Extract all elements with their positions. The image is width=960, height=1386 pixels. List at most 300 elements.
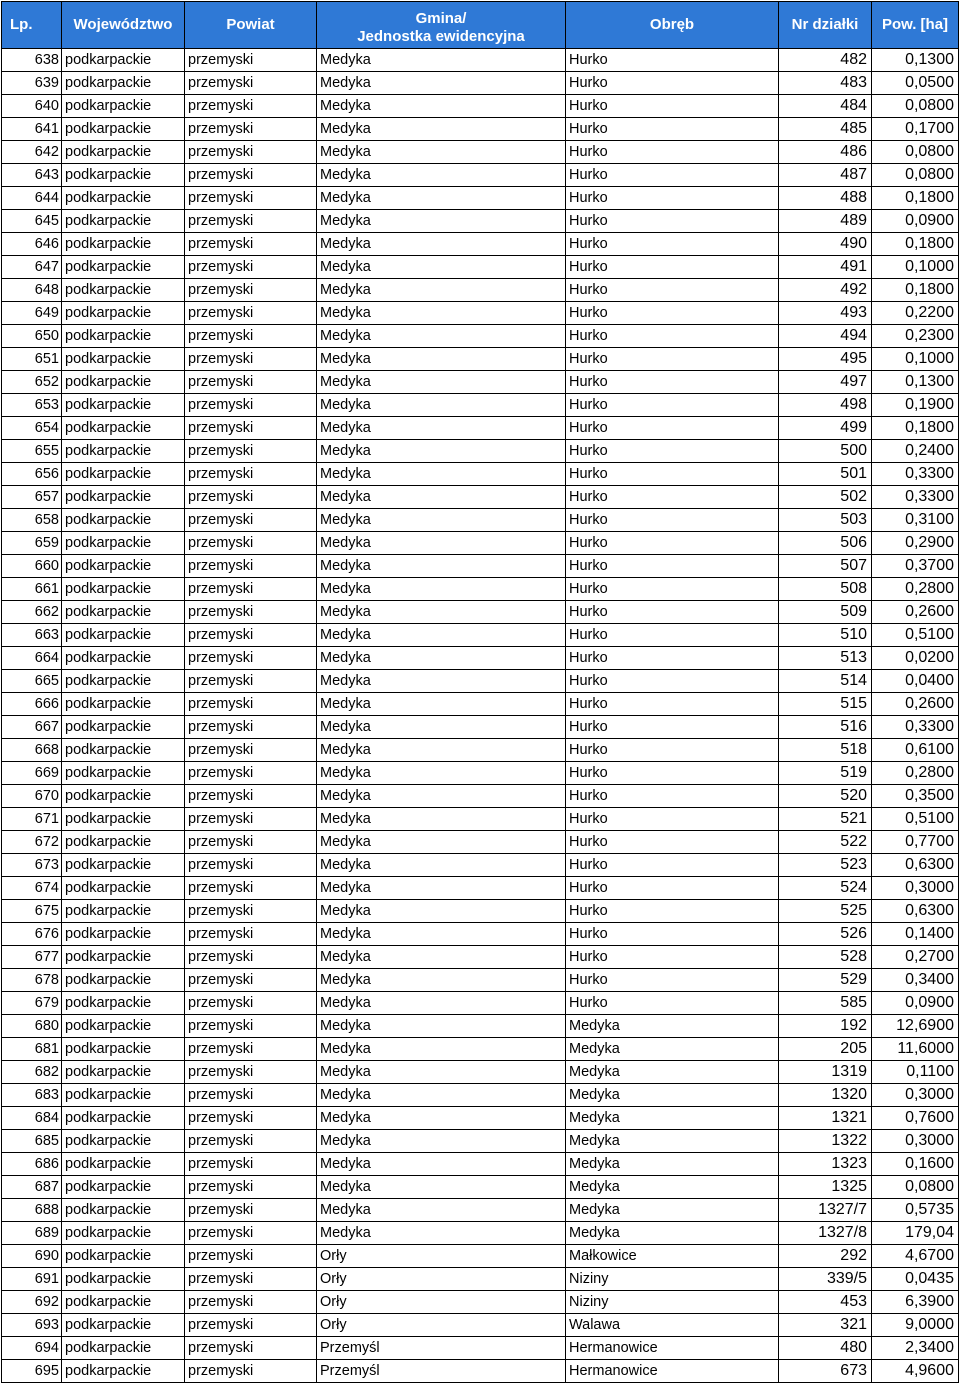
cell-powiat: przemyski <box>185 118 317 141</box>
cell-gmina: Medyka <box>317 670 566 693</box>
cell-powiat: przemyski <box>185 1291 317 1314</box>
cell-powiat: przemyski <box>185 95 317 118</box>
cell-gmina: Orły <box>317 1245 566 1268</box>
cell-gmina: Medyka <box>317 256 566 279</box>
cell-nr-dzialki: 513 <box>779 647 872 670</box>
cell-nr-dzialki: 508 <box>779 578 872 601</box>
table-row <box>2 509 959 532</box>
cell-gmina: Orły <box>317 1268 566 1291</box>
cell-powierzchnia: 0,2700 <box>872 946 959 969</box>
cell-lp: 667 <box>2 716 62 739</box>
table-row <box>2 279 959 302</box>
cell-gmina: Medyka <box>317 1153 566 1176</box>
cell-nr-dzialki: 488 <box>779 187 872 210</box>
cell-obreb: Hurko <box>566 141 779 164</box>
cell-wojewodztwo: podkarpackie <box>62 1291 185 1314</box>
table-row <box>2 233 959 256</box>
cell-obreb: Hurko <box>566 394 779 417</box>
table-row <box>2 1291 959 1314</box>
cell-lp: 639 <box>2 72 62 95</box>
cell-lp: 665 <box>2 670 62 693</box>
table-row <box>2 348 959 371</box>
cell-wojewodztwo: podkarpackie <box>62 1153 185 1176</box>
cell-lp: 688 <box>2 1199 62 1222</box>
cell-gmina: Medyka <box>317 394 566 417</box>
cell-wojewodztwo: podkarpackie <box>62 1337 185 1360</box>
cell-powiat: przemyski <box>185 946 317 969</box>
cell-nr-dzialki: 515 <box>779 693 872 716</box>
cell-lp: 675 <box>2 900 62 923</box>
cell-powierzchnia: 0,1300 <box>872 49 959 72</box>
cell-powierzchnia: 0,3000 <box>872 877 959 900</box>
cell-nr-dzialki: 205 <box>779 1038 872 1061</box>
cell-gmina: Medyka <box>317 647 566 670</box>
cell-wojewodztwo: podkarpackie <box>62 509 185 532</box>
cell-obreb: Hurko <box>566 72 779 95</box>
cell-powierzchnia: 0,0400 <box>872 670 959 693</box>
cell-powiat: przemyski <box>185 647 317 670</box>
cell-wojewodztwo: podkarpackie <box>62 348 185 371</box>
cell-nr-dzialki: 487 <box>779 164 872 187</box>
cell-obreb: Hurko <box>566 279 779 302</box>
cell-wojewodztwo: podkarpackie <box>62 532 185 555</box>
cell-wojewodztwo: podkarpackie <box>62 992 185 1015</box>
cell-nr-dzialki: 1319 <box>779 1061 872 1084</box>
cell-obreb: Hurko <box>566 877 779 900</box>
cell-wojewodztwo: podkarpackie <box>62 1176 185 1199</box>
table-row <box>2 187 959 210</box>
cell-wojewodztwo: podkarpackie <box>62 210 185 233</box>
cell-gmina: Medyka <box>317 348 566 371</box>
cell-gmina: Medyka <box>317 785 566 808</box>
cell-nr-dzialki: 522 <box>779 831 872 854</box>
cell-lp: 643 <box>2 164 62 187</box>
cell-nr-dzialki: 1322 <box>779 1130 872 1153</box>
cell-powiat: przemyski <box>185 348 317 371</box>
cell-obreb: Medyka <box>566 1222 779 1245</box>
cell-gmina: Medyka <box>317 1061 566 1084</box>
cell-lp: 683 <box>2 1084 62 1107</box>
cell-wojewodztwo: podkarpackie <box>62 486 185 509</box>
cell-nr-dzialki: 1321 <box>779 1107 872 1130</box>
cell-gmina: Medyka <box>317 509 566 532</box>
cell-powiat: przemyski <box>185 624 317 647</box>
table-row <box>2 141 959 164</box>
cell-wojewodztwo: podkarpackie <box>62 1268 185 1291</box>
cell-nr-dzialki: 192 <box>779 1015 872 1038</box>
cell-gmina: Medyka <box>317 693 566 716</box>
cell-obreb: Niziny <box>566 1291 779 1314</box>
cell-gmina: Medyka <box>317 49 566 72</box>
cell-powierzchnia: 0,6300 <box>872 900 959 923</box>
cell-powiat: przemyski <box>185 394 317 417</box>
cell-obreb: Hurko <box>566 118 779 141</box>
cell-powierzchnia: 9,0000 <box>872 1314 959 1337</box>
cell-powierzchnia: 0,0800 <box>872 95 959 118</box>
cell-powierzchnia: 0,1700 <box>872 118 959 141</box>
table-row <box>2 1199 959 1222</box>
cell-nr-dzialki: 500 <box>779 440 872 463</box>
cell-gmina: Medyka <box>317 371 566 394</box>
table-row <box>2 1130 959 1153</box>
cell-powiat: przemyski <box>185 1245 317 1268</box>
cell-gmina: Medyka <box>317 1084 566 1107</box>
cell-gmina: Medyka <box>317 1176 566 1199</box>
cell-wojewodztwo: podkarpackie <box>62 555 185 578</box>
cell-gmina: Medyka <box>317 624 566 647</box>
table-row <box>2 164 959 187</box>
cell-gmina: Medyka <box>317 532 566 555</box>
cell-powiat: przemyski <box>185 808 317 831</box>
cell-gmina: Medyka <box>317 325 566 348</box>
cell-powierzchnia: 0,5100 <box>872 808 959 831</box>
cell-lp: 656 <box>2 463 62 486</box>
cell-powiat: przemyski <box>185 1360 317 1383</box>
cell-wojewodztwo: podkarpackie <box>62 1015 185 1038</box>
cell-obreb: Hermanowice <box>566 1360 779 1383</box>
cell-powiat: przemyski <box>185 187 317 210</box>
cell-powierzchnia: 0,7600 <box>872 1107 959 1130</box>
cell-gmina: Medyka <box>317 578 566 601</box>
cell-lp: 638 <box>2 49 62 72</box>
cell-powiat: przemyski <box>185 417 317 440</box>
cell-gmina: Medyka <box>317 601 566 624</box>
cell-gmina: Medyka <box>317 302 566 325</box>
cell-wojewodztwo: podkarpackie <box>62 900 185 923</box>
cell-wojewodztwo: podkarpackie <box>62 1107 185 1130</box>
cell-wojewodztwo: podkarpackie <box>62 1061 185 1084</box>
cell-powiat: przemyski <box>185 1337 317 1360</box>
cell-powiat: przemyski <box>185 1038 317 1061</box>
cell-powierzchnia: 0,1800 <box>872 233 959 256</box>
table-row <box>2 394 959 417</box>
header-nr-dzialki: Nr działki <box>779 2 872 49</box>
table-row <box>2 95 959 118</box>
cell-powierzchnia: 0,0435 <box>872 1268 959 1291</box>
cell-nr-dzialki: 1320 <box>779 1084 872 1107</box>
cell-lp: 641 <box>2 118 62 141</box>
cell-lp: 689 <box>2 1222 62 1245</box>
cell-nr-dzialki: 510 <box>779 624 872 647</box>
cell-powierzchnia: 0,1300 <box>872 371 959 394</box>
cell-gmina: Przemyśl <box>317 1337 566 1360</box>
cell-lp: 687 <box>2 1176 62 1199</box>
cell-gmina: Medyka <box>317 141 566 164</box>
cell-powiat: przemyski <box>185 877 317 900</box>
cell-powierzchnia: 0,0800 <box>872 164 959 187</box>
cell-gmina: Medyka <box>317 72 566 95</box>
cell-powiat: przemyski <box>185 1084 317 1107</box>
cell-powiat: przemyski <box>185 233 317 256</box>
cell-powierzchnia: 0,2300 <box>872 325 959 348</box>
cell-obreb: Medyka <box>566 1015 779 1038</box>
table-row <box>2 1038 959 1061</box>
cell-wojewodztwo: podkarpackie <box>62 394 185 417</box>
cell-wojewodztwo: podkarpackie <box>62 647 185 670</box>
cell-lp: 662 <box>2 601 62 624</box>
cell-gmina: Orły <box>317 1314 566 1337</box>
cell-powiat: przemyski <box>185 1130 317 1153</box>
cell-nr-dzialki: 506 <box>779 532 872 555</box>
cell-obreb: Medyka <box>566 1107 779 1130</box>
cell-lp: 664 <box>2 647 62 670</box>
cell-lp: 692 <box>2 1291 62 1314</box>
cell-obreb: Walawa <box>566 1314 779 1337</box>
cell-nr-dzialki: 507 <box>779 555 872 578</box>
cell-wojewodztwo: podkarpackie <box>62 1038 185 1061</box>
cell-gmina: Medyka <box>317 463 566 486</box>
table-row <box>2 808 959 831</box>
cell-lp: 652 <box>2 371 62 394</box>
cell-lp: 661 <box>2 578 62 601</box>
table-row <box>2 417 959 440</box>
cell-obreb: Hurko <box>566 440 779 463</box>
cell-gmina: Medyka <box>317 486 566 509</box>
cell-nr-dzialki: 1325 <box>779 1176 872 1199</box>
cell-powierzchnia: 0,3500 <box>872 785 959 808</box>
cell-obreb: Hurko <box>566 509 779 532</box>
cell-gmina: Medyka <box>317 854 566 877</box>
cell-powiat: przemyski <box>185 486 317 509</box>
cell-obreb: Hurko <box>566 417 779 440</box>
cell-lp: 680 <box>2 1015 62 1038</box>
cell-obreb: Hurko <box>566 210 779 233</box>
cell-obreb: Medyka <box>566 1153 779 1176</box>
cell-gmina: Orły <box>317 1291 566 1314</box>
cell-lp: 677 <box>2 946 62 969</box>
cell-gmina: Medyka <box>317 808 566 831</box>
cell-powierzchnia: 4,6700 <box>872 1245 959 1268</box>
table-row <box>2 325 959 348</box>
cell-lp: 654 <box>2 417 62 440</box>
cell-nr-dzialki: 1323 <box>779 1153 872 1176</box>
cell-gmina: Medyka <box>317 762 566 785</box>
cell-powiat: przemyski <box>185 1107 317 1130</box>
cell-wojewodztwo: podkarpackie <box>62 164 185 187</box>
cell-wojewodztwo: podkarpackie <box>62 187 185 210</box>
cell-lp: 659 <box>2 532 62 555</box>
table-row <box>2 716 959 739</box>
header-lp: Lp. <box>2 2 62 49</box>
cell-nr-dzialki: 492 <box>779 279 872 302</box>
table-row <box>2 624 959 647</box>
table-row <box>2 1153 959 1176</box>
cell-powierzchnia: 0,1800 <box>872 279 959 302</box>
cell-lp: 649 <box>2 302 62 325</box>
cell-obreb: Hurko <box>566 785 779 808</box>
cell-powiat: przemyski <box>185 578 317 601</box>
cell-powiat: przemyski <box>185 762 317 785</box>
cell-powiat: przemyski <box>185 325 317 348</box>
cell-powierzchnia: 0,1800 <box>872 417 959 440</box>
cell-nr-dzialki: 503 <box>779 509 872 532</box>
cell-obreb: Hurko <box>566 486 779 509</box>
cell-powiat: przemyski <box>185 49 317 72</box>
table-row <box>2 900 959 923</box>
cell-powierzchnia: 0,0200 <box>872 647 959 670</box>
cell-obreb: Hurko <box>566 49 779 72</box>
cell-nr-dzialki: 673 <box>779 1360 872 1383</box>
cell-powiat: przemyski <box>185 1268 317 1291</box>
cell-wojewodztwo: podkarpackie <box>62 440 185 463</box>
cell-gmina: Medyka <box>317 1199 566 1222</box>
cell-gmina: Medyka <box>317 969 566 992</box>
cell-gmina: Medyka <box>317 900 566 923</box>
cell-lp: 678 <box>2 969 62 992</box>
cell-powiat: przemyski <box>185 72 317 95</box>
cell-lp: 691 <box>2 1268 62 1291</box>
cell-obreb: Medyka <box>566 1038 779 1061</box>
cell-nr-dzialki: 489 <box>779 210 872 233</box>
cell-powiat: przemyski <box>185 371 317 394</box>
table-row <box>2 739 959 762</box>
cell-powiat: przemyski <box>185 739 317 762</box>
cell-nr-dzialki: 484 <box>779 95 872 118</box>
header-gmina-line1: Gmina/ <box>415 10 467 27</box>
cell-gmina: Medyka <box>317 1015 566 1038</box>
cell-powierzchnia: 0,7700 <box>872 831 959 854</box>
cell-wojewodztwo: podkarpackie <box>62 371 185 394</box>
cell-nr-dzialki: 520 <box>779 785 872 808</box>
table-row <box>2 118 959 141</box>
table-row <box>2 463 959 486</box>
cell-powierzchnia: 0,6100 <box>872 739 959 762</box>
cell-gmina: Medyka <box>317 187 566 210</box>
cell-wojewodztwo: podkarpackie <box>62 670 185 693</box>
cell-nr-dzialki: 453 <box>779 1291 872 1314</box>
header-gmina <box>317 2 566 49</box>
table-row <box>2 601 959 624</box>
cell-nr-dzialki: 509 <box>779 601 872 624</box>
cell-wojewodztwo: podkarpackie <box>62 785 185 808</box>
cell-nr-dzialki: 529 <box>779 969 872 992</box>
cell-lp: 668 <box>2 739 62 762</box>
cell-lp: 658 <box>2 509 62 532</box>
cell-obreb: Hurko <box>566 578 779 601</box>
cell-powierzchnia: 0,2600 <box>872 601 959 624</box>
cell-lp: 660 <box>2 555 62 578</box>
cell-powiat: przemyski <box>185 509 317 532</box>
cell-wojewodztwo: podkarpackie <box>62 1084 185 1107</box>
cell-powierzchnia: 0,0800 <box>872 141 959 164</box>
cell-lp: 640 <box>2 95 62 118</box>
cell-nr-dzialki: 292 <box>779 1245 872 1268</box>
cell-wojewodztwo: podkarpackie <box>62 72 185 95</box>
table-row <box>2 693 959 716</box>
cell-lp: 686 <box>2 1153 62 1176</box>
cell-lp: 671 <box>2 808 62 831</box>
table-row <box>2 1314 959 1337</box>
cell-obreb: Hurko <box>566 969 779 992</box>
cell-powierzchnia: 11,6000 <box>872 1038 959 1061</box>
cell-powierzchnia: 0,1000 <box>872 256 959 279</box>
cell-nr-dzialki: 494 <box>779 325 872 348</box>
cell-lp: 648 <box>2 279 62 302</box>
cell-lp: 679 <box>2 992 62 1015</box>
cell-lp: 644 <box>2 187 62 210</box>
cell-nr-dzialki: 493 <box>779 302 872 325</box>
cell-powiat: przemyski <box>185 279 317 302</box>
cell-gmina: Medyka <box>317 1038 566 1061</box>
cell-obreb: Hurko <box>566 923 779 946</box>
header-pow: Pow. [ha] <box>872 2 959 49</box>
cell-gmina: Medyka <box>317 716 566 739</box>
cell-gmina: Medyka <box>317 739 566 762</box>
cell-powierzchnia: 4,9600 <box>872 1360 959 1383</box>
cell-gmina: Medyka <box>317 1222 566 1245</box>
table-row <box>2 1245 959 1268</box>
cell-wojewodztwo: podkarpackie <box>62 808 185 831</box>
cell-obreb: Hurko <box>566 647 779 670</box>
cell-obreb: Hurko <box>566 670 779 693</box>
cell-powiat: przemyski <box>185 1015 317 1038</box>
cell-lp: 651 <box>2 348 62 371</box>
cell-wojewodztwo: podkarpackie <box>62 118 185 141</box>
cell-powiat: przemyski <box>185 256 317 279</box>
cell-lp: 666 <box>2 693 62 716</box>
cell-gmina: Medyka <box>317 946 566 969</box>
cell-wojewodztwo: podkarpackie <box>62 1199 185 1222</box>
cell-lp: 642 <box>2 141 62 164</box>
cell-nr-dzialki: 524 <box>779 877 872 900</box>
table-row <box>2 969 959 992</box>
cell-nr-dzialki: 497 <box>779 371 872 394</box>
cell-powiat: przemyski <box>185 992 317 1015</box>
table-row <box>2 210 959 233</box>
table-row <box>2 486 959 509</box>
cell-lp: 650 <box>2 325 62 348</box>
cell-lp: 690 <box>2 1245 62 1268</box>
table-row <box>2 1176 959 1199</box>
cell-nr-dzialki: 485 <box>779 118 872 141</box>
table-row <box>2 371 959 394</box>
cell-powierzchnia: 0,1100 <box>872 1061 959 1084</box>
cell-lp: 669 <box>2 762 62 785</box>
cell-powiat: przemyski <box>185 141 317 164</box>
cell-powierzchnia: 0,3000 <box>872 1084 959 1107</box>
cell-obreb: Hurko <box>566 555 779 578</box>
cell-nr-dzialki: 490 <box>779 233 872 256</box>
cell-wojewodztwo: podkarpackie <box>62 463 185 486</box>
cell-powierzchnia: 0,3300 <box>872 463 959 486</box>
table-row <box>2 1222 959 1245</box>
cell-nr-dzialki: 525 <box>779 900 872 923</box>
cell-powierzchnia: 0,2800 <box>872 578 959 601</box>
cell-gmina: Medyka <box>317 992 566 1015</box>
cell-powierzchnia: 0,0500 <box>872 72 959 95</box>
cell-lp: 672 <box>2 831 62 854</box>
cell-powierzchnia: 0,1900 <box>872 394 959 417</box>
header-row <box>2 2 959 49</box>
cell-obreb: Hurko <box>566 693 779 716</box>
cell-obreb: Hurko <box>566 532 779 555</box>
cell-nr-dzialki: 523 <box>779 854 872 877</box>
cell-obreb: Hurko <box>566 762 779 785</box>
cell-wojewodztwo: podkarpackie <box>62 601 185 624</box>
cell-powierzchnia: 2,3400 <box>872 1337 959 1360</box>
cell-nr-dzialki: 501 <box>779 463 872 486</box>
cell-lp: 670 <box>2 785 62 808</box>
cell-powierzchnia: 0,3400 <box>872 969 959 992</box>
cell-nr-dzialki: 499 <box>779 417 872 440</box>
cell-obreb: Hurko <box>566 348 779 371</box>
cell-nr-dzialki: 495 <box>779 348 872 371</box>
cell-obreb: Hurko <box>566 233 779 256</box>
cell-obreb: Medyka <box>566 1084 779 1107</box>
cell-obreb: Hurko <box>566 854 779 877</box>
cell-lp: 695 <box>2 1360 62 1383</box>
cell-wojewodztwo: podkarpackie <box>62 417 185 440</box>
